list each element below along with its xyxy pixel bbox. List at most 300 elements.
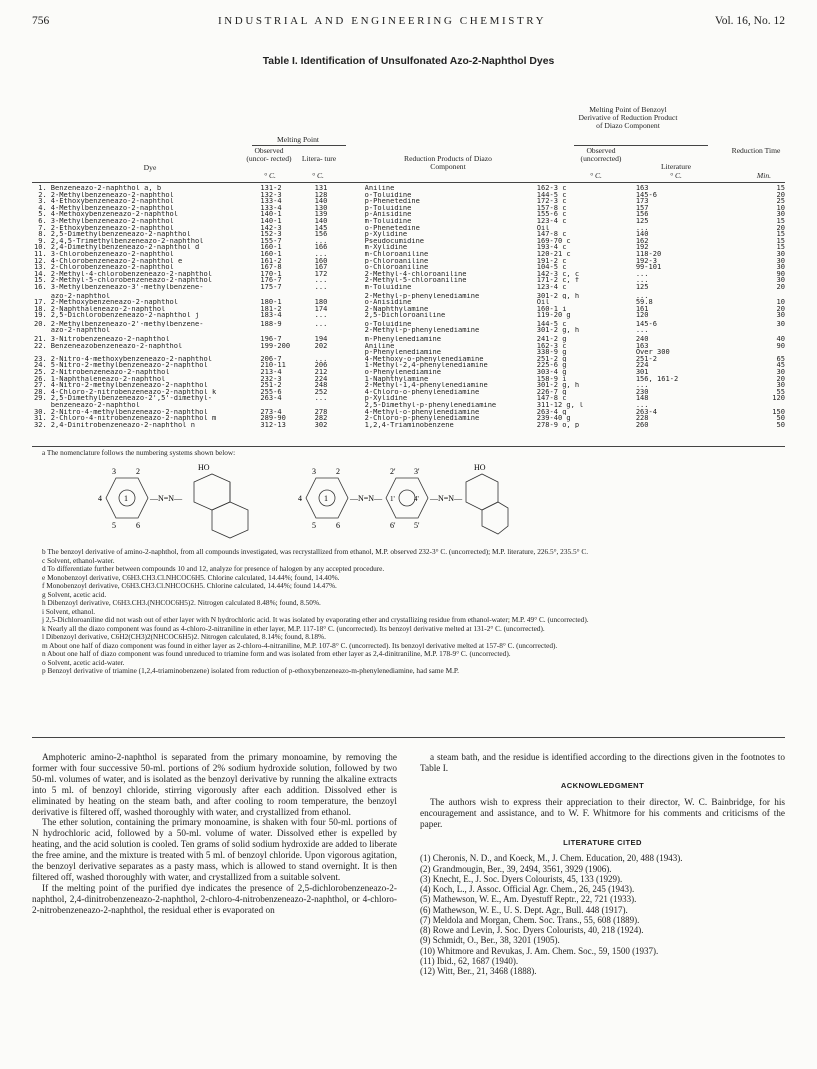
cell-bz-obs: 162-3 c	[536, 342, 567, 350]
table-row	[32, 362, 785, 369]
cell-n: 26.	[34, 375, 47, 383]
cell-red: m-Chloroaniline	[364, 250, 429, 258]
cell-bz-lit: ...	[635, 382, 649, 389]
label-5: 5	[112, 521, 116, 530]
reference-item: (4) Koch, L., J. Assoc. Official Agr. Chem., 26, 245 (1943).	[420, 884, 635, 895]
reduction-time-header: Reduction Time	[731, 146, 781, 155]
mp-literature-header: Litera- ture	[301, 154, 337, 163]
cell-red: 4-Methoxy-o-phenylenediamine	[364, 355, 484, 363]
cell-mp-lit: ...	[314, 355, 328, 363]
cell-bz-obs: 278-9 o, p	[536, 421, 580, 429]
cell-n: 6.	[38, 217, 47, 225]
footnote-item: k Nearly all the diazo component was found as 4-chloro-2-nitraniline in ether layer, M.P. 117-18° C. (uncorrected). Its benzoyl derivative melted at 131-2° C. (uncorrected).	[42, 623, 545, 633]
cell-time	[722, 293, 785, 300]
cell-mp-lit: 145	[314, 224, 328, 232]
cell-n: 15.	[34, 277, 47, 284]
cell-mp-lit: 139	[314, 211, 328, 218]
cell-dye: 2,4-Dimethylbenzeneazo-2-naphthol d	[50, 244, 200, 251]
right-paragraph-1: a steam bath, and the residue is identified according to the directions given in the footnotes to Table I.	[420, 753, 785, 774]
cell-time: 30	[776, 369, 785, 376]
cell-mp-obs: 183-4	[260, 312, 282, 319]
cell-bz-obs: 301-2 g, h	[536, 382, 580, 389]
cell-bz-lit: 99-101	[635, 264, 662, 271]
cell-bz-lit: 192-3	[635, 257, 658, 265]
cell-bz-obs: 311-12 g, l	[536, 402, 584, 409]
cell-bz-lit: ...	[635, 292, 649, 300]
cell-mp-obs: 175-7	[260, 283, 282, 291]
table-bottom-rule	[32, 446, 785, 447]
cell-time	[722, 402, 785, 409]
cell-dye: 2-Methoxybenzeneazo-2-naphthol	[50, 299, 179, 306]
cell-bz-obs: 241-2 g	[536, 336, 567, 343]
table-row	[32, 251, 785, 258]
reference-item: (5) Mathewson, W. E., Am. Dyestuff Reptr., 22, 721 (1933).	[420, 894, 637, 905]
cell-bz-lit: Over 300	[635, 349, 670, 356]
cell-bz-obs: 301-2 g, h	[536, 292, 580, 300]
cell-dye: 4-Methylbenzeneazo-2-naphthol	[50, 204, 174, 212]
cell-dye: 2-Naphthaleneazo-2-naphthol	[50, 305, 166, 313]
cell-time: 30	[776, 382, 785, 389]
cell-mp-lit: 128	[314, 191, 328, 199]
cell-n: 3.	[38, 198, 47, 205]
cell-mp-obs	[260, 402, 314, 409]
table-row	[32, 192, 785, 199]
cell-time: 90	[776, 270, 785, 278]
cell-time: 50	[776, 421, 785, 429]
cell-n: 23.	[34, 355, 47, 363]
reference-item: (12) Witt, Ber., 21, 3468 (1888).	[420, 966, 537, 977]
cell-time: 15	[776, 217, 785, 225]
cell-bz-lit: 263-4	[635, 408, 658, 416]
cell-mp-lit: ...	[314, 312, 328, 319]
cell-mp-obs: 180-1	[260, 299, 282, 306]
cell-mp-lit: 202	[314, 342, 328, 350]
cell-red: o-Chloroaniline	[364, 264, 429, 271]
cell-bz-obs: 171-2 c, f	[536, 277, 580, 284]
cell-red: p-Xylidine	[364, 231, 408, 238]
cell-dye: 2-Nitro-4-methylbenzeneazo-2-naphthol	[50, 408, 208, 416]
nomenclature-structures	[90, 460, 510, 542]
cell-red: 2,5-Dichloroaniline	[364, 312, 446, 319]
cell-mp-lit: 174	[314, 305, 328, 313]
cell-time: 150	[772, 408, 785, 416]
label-3: 3	[112, 467, 116, 476]
cell-mp-obs: 251-2	[260, 382, 282, 389]
cell-dye: 4-Chloro-2-nitrobenzeneazo-2-naphthol k	[50, 388, 217, 396]
cell-mp-obs: 131-2	[260, 185, 282, 192]
footnote-item: p Benzoyl derivative of triamine (1,2,4-triaminobenzene) isolated from reduction of p-ethoxybenzeneazo-m-phenylenediamine, had same M.P.	[42, 666, 459, 675]
cell-time	[722, 327, 785, 334]
cell-bz-lit: 173	[635, 198, 649, 205]
cell-dye: 2,5-Dimethylbenzeneazo-2-naphthol	[50, 231, 191, 238]
cell-bz-obs: 119-20 g	[536, 312, 571, 319]
cell-time: 30	[776, 277, 785, 284]
table-row	[32, 264, 785, 271]
cell-bz-obs: 147-8 c	[536, 395, 567, 402]
cell-mp-obs: 160-1	[260, 250, 282, 258]
cell-dye: 2-Methyl-4-chlorobenzeneazo-2-naphthol	[50, 270, 212, 278]
table-row	[32, 422, 785, 429]
cell-bz-obs: 263-4 g	[536, 408, 567, 416]
cell-mp-obs: 140-1	[260, 211, 282, 218]
footnote-item: o Solvent, acetic acid-water.	[42, 657, 125, 667]
cell-dye: 3-Chlorobenzeneazo-2-naphthol	[50, 250, 174, 258]
label-1-prime: 1'	[390, 495, 395, 503]
cell-time: 65	[776, 355, 785, 363]
cell-red: p-Phenylenediamine	[364, 349, 442, 356]
azo-link-3: —N=N—	[430, 494, 463, 503]
cell-mp-lit: ...	[314, 277, 328, 284]
cell-red: 1-Naphthylamine	[364, 375, 429, 383]
cell-bz-lit: 145-6	[635, 191, 658, 199]
cell-mp-lit: 140	[314, 198, 328, 205]
cell-time: 20	[776, 375, 785, 383]
cell-time: 30	[776, 250, 785, 258]
cell-bz-lit: 260	[635, 421, 649, 429]
cell-bz-obs: 303-4 g	[536, 369, 567, 376]
acknowledgment-text: The authors wish to express their appreciation to their director, W. C. Bainbridge, for his encouragement and assistance, and to W. F. Whitmore for his comments and criticisms of the paper.	[420, 797, 785, 830]
label-2: 2	[136, 467, 140, 476]
mp-observed-header: Observed (uncor- rected)	[246, 146, 292, 164]
cell-dye: 4-Chlorobenzeneazo-2-naphthol e	[50, 257, 183, 265]
cell-red: o-Toluidine	[364, 320, 412, 328]
label-1-b: 1	[324, 494, 328, 503]
cell-bz-obs: 172-3 c	[536, 198, 567, 205]
cell-n	[32, 293, 51, 300]
footnote-item: c Solvent, ethanol-water.	[42, 555, 115, 565]
table-row	[32, 321, 785, 328]
table-row	[32, 185, 785, 192]
cell-time: 15	[776, 185, 785, 192]
cell-mp-lit: 278	[314, 408, 328, 416]
footnote-item: b The benzoyl derivative of amino-2-naphthol, from all compounds investigated, was recrystallized from ethanol, M.P. observed 232-3° C. (uncorrected); M.P. literature, 226.5°, 235.5° C.	[42, 547, 589, 556]
footnote-a: a The nomenclature follows the numbering systems shown below:	[42, 448, 236, 457]
cell-bz-lit: ...	[635, 402, 649, 409]
cell-bz-lit: 301	[635, 369, 649, 376]
cell-dye: azo-2-naphthol	[50, 292, 111, 300]
table-row	[32, 258, 785, 265]
left-column	[32, 753, 397, 917]
cell-n: 10.	[34, 244, 47, 251]
cell-n	[32, 327, 51, 334]
cell-bz-lit: 156	[635, 211, 649, 218]
right-column	[420, 753, 785, 976]
cell-mp-obs: 167-8	[260, 264, 282, 271]
cell-bz-obs: 123-4 c	[536, 217, 567, 225]
cell-red: 1,2,4-Triaminobenzene	[364, 421, 454, 429]
cell-mp-obs: 160-1	[260, 244, 282, 251]
cell-time: 20	[776, 305, 785, 313]
cell-mp-lit: 130	[314, 204, 328, 212]
cell-bz-obs: 144-5 c	[536, 191, 567, 199]
naphthalene-structure-2	[466, 474, 508, 534]
journal-title: INDUSTRIAL AND ENGINEERING CHEMISTRY	[218, 15, 547, 27]
cell-red: Aniline	[364, 342, 395, 350]
cell-red: o-Phenetedine	[364, 224, 420, 232]
cell-bz-lit: 148	[635, 395, 649, 402]
cell-n: 12.	[34, 257, 47, 265]
cell-bz-lit: 156, 161-2	[635, 375, 679, 383]
cell-red: m-Toluidine	[364, 217, 412, 225]
cell-bz-lit: ...	[635, 327, 649, 335]
benzoyl-literature-unit: ° C.	[670, 171, 682, 180]
label-6-prime: 6'	[390, 521, 396, 530]
cell-bz-obs: Oil	[536, 224, 550, 232]
cell-bz-obs: 225-6 g	[536, 362, 567, 370]
cell-n: 25.	[34, 369, 47, 376]
cell-dye: 3-Methylbenzeneazo-3'-methylbenzene-	[50, 283, 204, 291]
cell-dye: 4-Nitro-2-methylbenzeneazo-2-naphthol	[50, 382, 208, 389]
cell-dye: 2-Chlorobenzeneazo-2-naphthol	[50, 264, 174, 271]
table-row	[32, 369, 785, 376]
table-row	[32, 409, 785, 416]
cell-mp-obs: 181-2	[260, 305, 282, 313]
cell-red: 2-Methyl-p-phenylenediamine	[364, 327, 480, 335]
cell-dye: azo-2-naphthol	[50, 327, 111, 335]
cell-n: 24.	[34, 362, 47, 370]
cell-time: 30	[776, 257, 785, 265]
label-5-prime: 5'	[414, 521, 420, 530]
reduction-products-header: Reduction Products of Diazo Component	[404, 154, 492, 172]
table-row	[32, 205, 785, 212]
cell-bz-lit: 228	[635, 415, 649, 422]
cell-n: 1.	[38, 185, 47, 192]
cell-bz-obs: 251-2 g	[536, 355, 567, 363]
cell-red: 4-Chloro-o-phenylenediamine	[364, 388, 480, 396]
cell-bz-lit: ...	[635, 277, 649, 284]
cell-mp-obs: 196-7	[260, 336, 282, 343]
cell-bz-lit: 230	[635, 388, 649, 396]
cell-dye: 2-Nitro-4-methoxybenzeneazo-2-naphthol	[50, 355, 212, 363]
ho-label-2: HO	[474, 463, 486, 472]
cell-time: 15	[776, 237, 785, 245]
cell-mp-lit: 172	[314, 270, 328, 278]
cell-red: 4-Methyl-o-phenylenediamine	[364, 408, 480, 416]
cell-time: 30	[776, 211, 785, 218]
cell-mp-lit: 194	[314, 336, 328, 343]
cell-dye: Benzeneazo-2-naphthol a, b	[50, 185, 162, 192]
cell-bz-obs: 142-3 c, c	[536, 270, 580, 278]
cell-mp-obs: 133-4	[260, 204, 282, 212]
cell-bz-obs: 104-5 c	[536, 264, 567, 271]
table-row	[32, 402, 785, 409]
cell-time: 30	[776, 312, 785, 319]
cell-mp-obs: 170-1	[260, 270, 282, 278]
cell-red: 1-Methyl-2,4-phenylenediamine	[364, 362, 488, 370]
cell-mp-obs: 273-4	[260, 408, 282, 416]
cell-bz-obs: 193-4 c	[536, 244, 567, 251]
cell-time: 10	[776, 299, 785, 306]
cell-red: Pseudocumidine	[364, 237, 425, 245]
cell-bz-obs: 338-9 g	[536, 349, 567, 356]
table-row	[32, 312, 785, 319]
cell-bz-obs: Oil	[536, 299, 550, 306]
reference-item: (9) Schmidt, O., Ber., 38, 3201 (1905).	[420, 935, 560, 946]
cell-mp-lit: 160	[314, 257, 328, 265]
cell-bz-obs: 120-21 c	[536, 250, 571, 258]
footnote-item: l Dibenzoyl derivative, C6H2(CH3)2(NHCOC6H5)2. Nitrogen calculated, 8.14%; found, 8.18%.	[42, 632, 326, 641]
cell-dye: 2-Ethoxybenzeneazo-2-naphthol	[50, 224, 174, 232]
mp-group-header: Melting Point	[277, 135, 319, 144]
table-row	[32, 327, 785, 334]
cell-dye: 2,4-Dinitrobenzeneazo-2-naphthol n	[50, 421, 196, 429]
footnote-item: m About one half of diazo component was found in either layer as 2-chloro-4-nitraniline, M.P. 107-8° C. (uncorrected). Its benzoyl derivative melted at 157-8° C. (uncorrected).	[42, 640, 558, 650]
cell-n: 19.	[34, 312, 47, 319]
table-row	[32, 415, 785, 422]
cell-n: 8.	[38, 231, 47, 238]
cell-red: m-Toluidine	[364, 283, 412, 291]
cell-red: 2-Methyl-4-chloroaniline	[364, 270, 467, 278]
cell-red: 2-Methyl-1,4-phenylenediamine	[364, 382, 488, 389]
reduction-time-unit: Min.	[756, 171, 772, 180]
cell-mp-lit: ...	[314, 237, 328, 245]
cell-dye: 5-Nitro-2-methylbenzeneazo-2-naphthol	[50, 362, 208, 370]
mp-literature-unit: ° C.	[312, 171, 324, 180]
footnote-item: e Monobenzoyl derivative, C6H3.CH3.Cl.NHCOC6H5. Chlorine calculated, 14.44%; found, 14.40%.	[42, 572, 340, 582]
footnote-item: i Solvent, ethanol.	[42, 606, 96, 616]
cell-mp-lit	[315, 327, 365, 334]
label-4-b: 4	[298, 494, 302, 503]
cell-n: 9.	[38, 237, 47, 245]
cell-bz-lit: 192	[635, 244, 649, 251]
table-row	[32, 382, 785, 389]
table-title: Table I. Identification of Unsulfonated Azo-2-Naphthol Dyes	[262, 56, 555, 67]
cell-bz-lit: 118-20	[635, 250, 662, 258]
cell-bz-lit: 163	[635, 185, 649, 192]
cell-n: 28.	[34, 388, 47, 396]
reference-item: (3) Knecht, E., J. Soc. Dyers Colourists, 45, 133 (1929).	[420, 873, 623, 884]
cell-mp-lit: 131	[314, 185, 328, 192]
cell-bz-lit: 161	[635, 305, 649, 313]
cell-n: 18.	[34, 305, 47, 313]
footnote-item: n About one half of diazo component was found unreduced to triamine form and was isolated from ether layer as 2,4-dinitraniline, M.P. 178-9° C. (uncorrected).	[42, 649, 511, 658]
cell-mp-lit: ...	[314, 250, 328, 258]
footnote-item: j 2,5-Dichloroaniline did not wash out of ether layer with N hydrochloric acid. It was isolated by evaporating ether and crystallizing residue from ethanol-water; M.P. 49° C. (uncorrected).	[42, 615, 589, 624]
cell-mp-lit: 252	[314, 388, 328, 396]
cell-bz-obs: 162-3 c	[536, 185, 567, 192]
cell-red: 2-Chloro-p-phenylenediamine	[364, 415, 480, 422]
cell-red: 2-Methyl-5-chloroaniline	[364, 277, 467, 284]
cell-mp-obs: 142-3	[260, 224, 282, 232]
table-row	[32, 271, 785, 278]
cell-n: 11.	[34, 250, 47, 258]
cell-dye: 2-Chloro-4-nitrobenzeneazo-2-naphthol m	[50, 415, 217, 422]
cell-bz-lit: 140	[635, 231, 649, 238]
cell-bz-lit: ...	[635, 224, 649, 232]
table-row	[32, 349, 785, 356]
cell-mp-obs: 199-200	[260, 342, 291, 350]
cell-dye: 2,4,5-Trimethylbenzeneazo-2-naphthol	[50, 237, 204, 245]
acknowledgment-heading: ACKNOWLEDGMENT	[560, 780, 645, 790]
table-row	[32, 336, 785, 343]
cell-dye: 2-Methyl-5-chlorobenzeneazo-2-naphthol	[50, 277, 212, 284]
table-row	[32, 356, 785, 363]
cell-red: 2,5-Dimethyl-p-phenylenediamine	[364, 402, 497, 409]
cell-n: 22.	[34, 342, 47, 350]
cell-mp-obs: 140-1	[260, 217, 282, 225]
cell-mp-obs: 213-4	[260, 369, 282, 376]
cell-dye: Benzeneazobenzeneazo-2-naphthol	[50, 342, 183, 350]
volume-issue: Vol. 16, No. 12	[714, 15, 785, 27]
cell-dye: 2,5-Dichlorobenzeneazo-2-naphthol j	[50, 312, 200, 319]
table-row	[32, 244, 785, 251]
cell-dye: 1-Naphthaleneazo-2-naphthol	[50, 375, 166, 383]
cell-mp-obs: 206-7	[260, 355, 282, 363]
cell-bz-obs: 155-6 c	[536, 211, 567, 218]
cell-bz-lit: 125	[635, 217, 649, 225]
table-row	[32, 218, 785, 225]
cell-n: 14.	[34, 270, 47, 278]
cell-red: o-Phenylenediamine	[364, 369, 442, 376]
table-row	[32, 238, 785, 245]
table-row	[32, 376, 785, 383]
label-4-prime: 4'	[414, 495, 419, 503]
cell-dye: 2-Methylbenzeneazo-2-naphthol	[50, 191, 174, 199]
cell-red: p-Chloroaniline	[364, 257, 429, 265]
cell-mp-obs: 161-2	[260, 257, 282, 265]
cell-n: 20.	[34, 320, 47, 328]
cell-bz-lit: 125	[635, 283, 649, 291]
cell-dye: 2-Methylbenzeneazo-2'-methylbenzene-	[50, 320, 204, 328]
cell-mp-obs: 176-7	[260, 277, 282, 284]
cell-bz-lit: 163	[635, 342, 649, 350]
label-2-b: 2	[336, 467, 340, 476]
cell-dye	[51, 349, 261, 356]
reference-item: (11) Ibid., 62, 1687 (1940).	[420, 955, 519, 966]
cell-red: m-Phenylenediamine	[364, 336, 442, 343]
cell-n: 13.	[34, 264, 47, 271]
table-row	[32, 284, 785, 291]
cell-mp-obs: 155-7	[260, 237, 282, 245]
table-row	[32, 211, 785, 218]
cell-bz-obs: 158-9 i	[536, 375, 567, 383]
cell-mp-obs: 210-11	[260, 362, 286, 370]
table-row	[32, 389, 785, 396]
footnote-bottom-rule	[32, 737, 785, 738]
footnote-list	[32, 548, 785, 676]
cell-mp-lit	[315, 293, 365, 300]
footnote-item: f Monobenzoyl derivative, C6H3.CH3.Cl.NHCOC6H5. Chlorine calculated, 14.44%; found 14.47%.	[42, 581, 337, 590]
cell-n: 21.	[34, 336, 47, 343]
reference-item: (6) Mathewson, W. E., U. S. Dept. Agr., Bull. 448 (1917).	[420, 904, 628, 915]
cell-n: 16.	[34, 283, 47, 291]
cell-time: 90	[776, 342, 785, 350]
cell-time: 15	[776, 244, 785, 251]
cell-time: 20	[776, 224, 785, 232]
cell-bz-lit: 157	[635, 204, 649, 212]
cell-mp-obs	[260, 327, 314, 334]
reference-list	[420, 853, 785, 976]
literature-heading: LITERATURE CITED	[563, 838, 642, 848]
cell-n: 30.	[34, 408, 47, 416]
cell-mp-lit: 156	[314, 231, 328, 238]
cell-n: 29.	[34, 395, 47, 402]
cell-time: 30	[776, 320, 785, 328]
table-row	[32, 277, 785, 284]
cell-n: 31.	[34, 415, 47, 422]
label-2-prime: 2'	[390, 467, 396, 476]
table-row	[32, 293, 785, 300]
cell-mp-lit: ...	[314, 283, 328, 291]
azo-link-2: —N=N—	[350, 494, 383, 503]
cell-mp-lit: 206	[314, 362, 328, 370]
table-row	[32, 198, 785, 205]
cell-bz-obs: 301-2 g, h	[536, 327, 580, 335]
cell-bz-lit: 162	[635, 237, 649, 245]
footnote-item: g Solvent, acetic acid.	[42, 589, 107, 599]
azo-link-1: —N=N—	[150, 494, 183, 503]
cell-dye: 3-Methylbenzeneazo-2-naphthol	[50, 217, 174, 225]
